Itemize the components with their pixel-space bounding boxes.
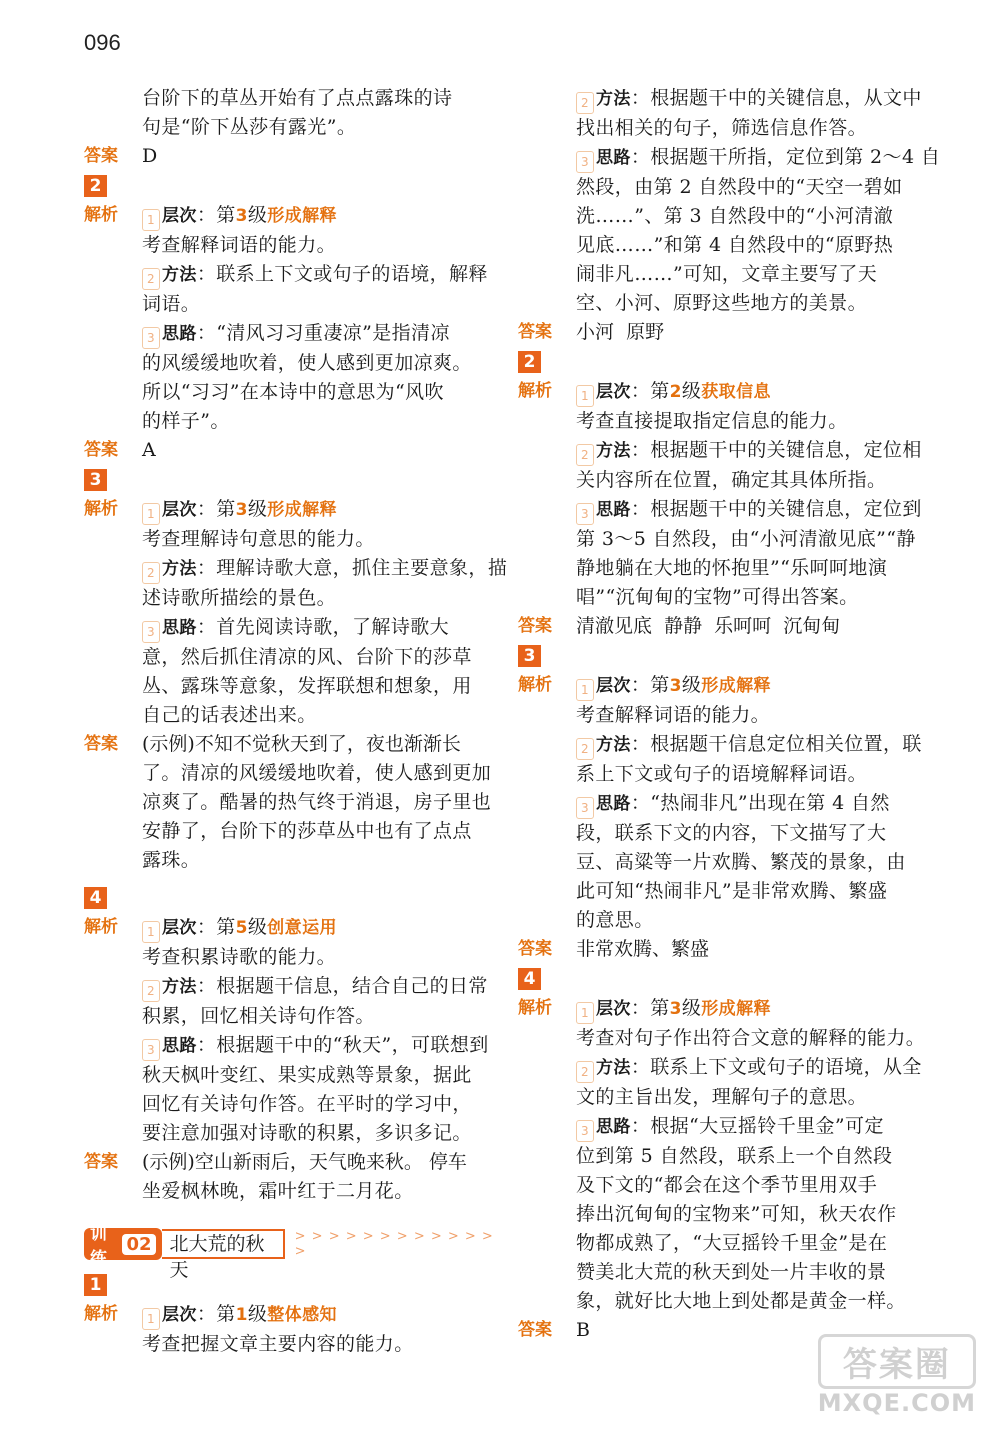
page-number: 096 [84,30,121,55]
text-line: 词语。 [142,293,201,315]
thinking-line [84,613,494,643]
level-name: 获取信息 [701,382,771,402]
level-number: 2 [669,382,682,402]
analysis-tag: 解析 [518,381,552,401]
colon: ： [196,557,217,579]
answer-tag: 答案 [84,734,118,754]
question-number-row [84,1270,494,1300]
text-line: 豆、高粱等一片欢腾、繁茂的景象，由 [576,851,906,873]
step-2-icon: 2 [576,444,594,466]
text-line: 安静了，台阶下的莎草丛中也有了点点 [142,820,472,842]
level-label: 层次 [162,1305,197,1325]
watermark-bottom: MXQE.COM [817,1389,976,1417]
colon: ： [630,146,651,168]
text-line: 见底……”和第 4 自然段中的“原野热 [576,234,894,256]
thinking-line [84,319,494,349]
level-name: 创意运用 [267,918,337,938]
level-prefix: ：第 [196,498,236,520]
level-prefix: ：第 [630,674,670,696]
method-line [518,84,928,114]
text-line: 露珠。 [142,849,201,871]
text-line: 物都成熟了，“大豆摇铃千里金”是在 [576,1232,888,1254]
colon: ： [196,263,217,285]
training-label: 训练 [90,1224,107,1269]
analysis-row [84,495,494,525]
step-2-icon: 2 [576,1061,594,1083]
answer-text: 清澈见底 静静 乐呵呵 沉甸甸 [576,615,841,637]
text-line: 的风缓缓地吹着，使人感到更加凉爽。 [142,352,472,374]
method-label: 方法 [596,89,631,109]
answer-tag: 答案 [518,616,552,636]
thinking-text: 根据“大豆摇铃千里金”可定 [650,1115,884,1137]
answer-row [84,436,494,465]
thinking-label: 思路 [162,1036,197,1056]
level-name: 形成解释 [701,676,771,696]
text-line: 位到第 5 自然段，联系上一个自然段 [576,1145,893,1167]
thinking-label: 思路 [162,324,197,344]
method-label: 方法 [596,441,631,461]
thinking-label: 思路 [596,1117,631,1137]
step-1-icon: 1 [576,679,594,701]
text-line: 段，联系下文的内容，下文描写了大 [576,822,887,844]
method-text: 根据题干中的关键信息，从文中 [650,87,922,109]
text-line: 凉爽了。酷暑的热气终于消退，房子里也 [142,791,492,813]
thinking-label: 思路 [596,500,631,520]
level-prefix: ：第 [630,380,670,402]
level-prefix: ：第 [630,997,670,1019]
answer-row [518,935,928,964]
text-line: 坐爱枫林晚，霜叶红于二月花。 [142,1180,414,1202]
question-number-row [518,347,928,377]
analysis-row [518,994,928,1024]
question-number-badge: 4 [518,968,541,990]
thinking-label: 思路 [596,148,631,168]
level-label: 层次 [596,999,631,1019]
answer-tag: 答案 [84,440,118,460]
thinking-text: 首先阅读诗歌，了解诗歌大 [216,616,450,638]
method-text: 根据题干信息定位相关位置，联 [650,733,922,755]
level-number: 3 [235,500,248,520]
level-number: 5 [235,918,248,938]
step-3-icon: 3 [576,1120,594,1142]
desc-line: 考查对句子作出符合文意的解释的能力。 [576,1027,926,1049]
text-line: 所以“习习”在本诗中的意思为“风吹 [142,381,444,403]
step-3-icon: 3 [142,1039,160,1061]
level-label: 层次 [596,676,631,696]
answer-text: (示例)不知不觉秋天到了，夜也渐渐长 [142,733,461,755]
analysis-tag: 解析 [84,917,118,937]
level-line [142,1300,337,1330]
method-label: 方法 [162,977,197,997]
desc-line: 考查把握文章主要内容的能力。 [142,1333,414,1355]
step-3-icon: 3 [576,151,594,173]
method-text: 根据题干中的关键信息，定位相 [650,439,922,461]
question-number-row [84,171,494,201]
step-1-icon: 1 [142,503,160,525]
answer-tag: 答案 [518,939,552,959]
level-name: 形成解释 [267,500,337,520]
step-1-icon: 1 [142,921,160,943]
text-line: 闹非凡……”可知，文章主要写了天 [576,263,878,285]
question-number-row [84,465,494,495]
text-line: 捧出沉甸甸的宝物来”可知，秋天农作 [576,1203,897,1225]
level-line [142,495,337,525]
level-prefix: ：第 [196,916,236,938]
text-line: 此可知“热闹非凡”是非常欢腾、繁盛 [576,880,888,902]
colon: ： [196,616,217,638]
step-2-icon: 2 [142,562,160,584]
level-number: 1 [235,1305,248,1325]
colon: ： [630,733,651,755]
question-number-badge: 1 [84,1274,107,1296]
step-2-icon: 2 [576,92,594,114]
analysis-row [84,201,494,231]
level-name: 整体感知 [267,1305,337,1325]
level-name: 形成解释 [701,999,771,1019]
analysis-row [518,377,928,407]
training-title: 北大荒的秋天 [162,1229,285,1259]
desc-line: 考查理解诗句意思的能力。 [142,528,375,550]
method-line [84,260,494,290]
answer-row [84,1148,494,1177]
text-line: 然段，由第 2 自然段中的“天空一碧如 [576,176,903,198]
desc-line: 考查解释词语的能力。 [142,234,337,256]
level-label: 层次 [162,206,197,226]
answer-text: (示例)空山新雨后，天气晚来秋。 停车 [142,1151,467,1173]
desc-line: 考查解释词语的能力。 [576,704,771,726]
answer-tag: 答案 [84,146,118,166]
text-line: 赞美北大荒的秋天到处一片丰收的景 [576,1261,887,1283]
text-line: 要注意加强对诗歌的积累，多识多记。 [142,1122,472,1144]
method-line [518,436,928,466]
method-line [84,972,494,1002]
answer-text: 非常欢腾、繁盛 [576,938,710,960]
answer-row [518,318,928,347]
step-1-icon: 1 [142,209,160,231]
step-3-icon: 3 [576,797,594,819]
left-column [84,84,508,1359]
method-label: 方法 [596,735,631,755]
text-line: 象，就好比大地上到处都是黄金一样。 [576,1290,906,1312]
level-name: 形成解释 [267,206,337,226]
method-label: 方法 [162,559,197,579]
method-label: 方法 [162,265,197,285]
thinking-line [518,1112,928,1142]
watermark-logo [818,1334,976,1417]
text-line: 自己的话表述出来。 [142,704,317,726]
text-line: 唱”“沉甸甸的宝物”可得出答案。 [576,586,859,608]
colon: ： [630,792,651,814]
level-suffix: 级 [681,997,702,1019]
text-line: 意，然后抓住清凉的风、台阶下的莎草 [142,646,472,668]
step-1-icon: 1 [576,1002,594,1024]
training-number: 02 [122,1234,155,1255]
answer-tag: 答案 [518,322,552,342]
method-line [518,730,928,760]
text-line: 的样子”。 [142,410,230,432]
analysis-row [84,1300,494,1330]
watermark-top: 答案圈 [818,1334,976,1389]
colon: ： [196,322,217,344]
thinking-line [518,495,928,525]
answer-row [518,612,928,641]
method-label: 方法 [596,1058,631,1078]
answer-row [84,730,494,759]
colon: ： [630,87,651,109]
thinking-label: 思路 [162,618,197,638]
text-line: 丛、露珠等意象，发挥联想和想象，用 [142,675,472,697]
text-line: 空、小河、原野这些地方的美景。 [576,292,868,314]
text-line: 台阶下的草丛开始有了点点露珠的诗 [142,87,453,109]
level-label: 层次 [162,918,197,938]
level-line [576,377,771,407]
question-number-row [518,641,928,671]
method-line [518,1053,928,1083]
question-number-badge: 2 [84,175,107,197]
level-suffix: 级 [247,916,268,938]
text-line: 文的主旨出发，理解句子的意思。 [576,1086,868,1108]
answer-row [84,142,494,171]
text-line: 及下文的“都会在这个季节里用双手 [576,1174,878,1196]
answer-text: 小河 原野 [576,321,665,343]
thinking-text: 根据题干所指，定位到第 2～4 自 [650,146,941,168]
answer-tag: 答案 [84,1152,118,1172]
level-suffix: 级 [247,498,268,520]
training-badge [84,1224,162,1269]
analysis-tag: 解析 [518,998,552,1018]
step-3-icon: 3 [142,327,160,349]
text-line: 回忆有关诗句作答。在平时的学习中， [142,1093,472,1115]
thinking-text: 根据题干中的“秋天”，可联想到 [216,1034,489,1056]
step-1-icon: 1 [576,385,594,407]
level-suffix: 级 [247,1303,268,1325]
question-number-badge: 2 [518,351,541,373]
level-line [142,201,337,231]
answer-text: A [142,439,156,461]
colon: ： [196,975,217,997]
text-line: 积累，回忆相关诗句作答。 [142,1005,375,1027]
analysis-row [84,913,494,943]
colon: ： [630,1115,651,1137]
text-line: 秋天枫叶变红、果实成熟等景象，据此 [142,1064,472,1086]
colon: ： [196,1034,217,1056]
step-3-icon: 3 [142,621,160,643]
analysis-tag: 解析 [84,205,118,225]
colon: ： [630,498,651,520]
text-line: 句是“阶下丛莎有露光”。 [142,116,357,138]
step-2-icon: 2 [576,738,594,760]
method-text: 理解诗歌大意，抓住主要意象，描 [216,557,508,579]
thinking-text: “清风习习重凄凉”是指清凉 [216,322,450,344]
question-number-badge: 4 [84,887,107,909]
step-1-icon: 1 [142,1308,160,1330]
training-banner [84,1224,494,1281]
thinking-label: 思路 [596,794,631,814]
method-text: 联系上下文或句子的语境，从全 [650,1056,922,1078]
step-3-icon: 3 [576,503,594,525]
text-line: 找出相关的句子，筛选信息作答。 [576,117,868,139]
colon: ： [630,1056,651,1078]
text-line: 静地躺在大地的怀抱里”“乐呵呵地演 [576,557,888,579]
analysis-row [518,671,928,701]
question-number-row [84,883,494,913]
text-line: 的意思。 [576,909,654,931]
level-suffix: 级 [247,204,268,226]
thinking-line [518,143,941,173]
answer-text: B [576,1319,590,1341]
step-2-icon: 2 [142,980,160,1002]
right-column [518,84,941,1345]
analysis-tag: 解析 [518,675,552,695]
level-prefix: ：第 [196,204,236,226]
answer-text: D [142,145,158,167]
desc-line: 考查直接提取指定信息的能力。 [576,410,848,432]
thinking-line [84,1031,494,1061]
text-line: 述诗歌所描绘的景色。 [142,587,337,609]
level-number: 3 [235,206,248,226]
method-line [84,554,508,584]
level-number: 3 [669,676,682,696]
level-line [142,913,337,943]
level-suffix: 级 [681,380,702,402]
answer-tag: 答案 [518,1320,552,1340]
question-number-badge: 3 [518,645,541,667]
text-line: 关内容所在位置，确定其具体所指。 [576,469,887,491]
level-number: 3 [669,999,682,1019]
thinking-text: “热闹非凡”出现在第 4 自然 [650,792,890,814]
analysis-tag: 解析 [84,1304,118,1324]
text-line: 洗……”、第 3 自然段中的“小河清澈 [576,205,894,227]
thinking-line [518,789,928,819]
arrow-decoration-icon: > > > > > > > > > > > > > [294,1229,494,1259]
level-line [576,994,771,1024]
question-number-row [518,964,928,994]
level-label: 层次 [596,382,631,402]
step-2-icon: 2 [142,268,160,290]
text-line: 第 3～5 自然段，由“小河清澈见底”“静 [576,528,916,550]
question-number-badge: 3 [84,469,107,491]
level-line [576,671,771,701]
analysis-tag: 解析 [84,499,118,519]
text-line: 了。清凉的风缓缓地吹着，使人感到更加 [142,762,492,784]
method-text: 联系上下文或句子的语境，解释 [216,263,488,285]
desc-line: 考查积累诗歌的能力。 [142,946,337,968]
text-line: 系上下文或句子的语境解释词语。 [576,763,868,785]
colon: ： [630,439,651,461]
level-suffix: 级 [681,674,702,696]
level-prefix: ：第 [196,1303,236,1325]
thinking-text: 根据题干中的关键信息，定位到 [650,498,922,520]
level-label: 层次 [162,500,197,520]
method-text: 根据题干信息，结合自己的日常 [216,975,488,997]
